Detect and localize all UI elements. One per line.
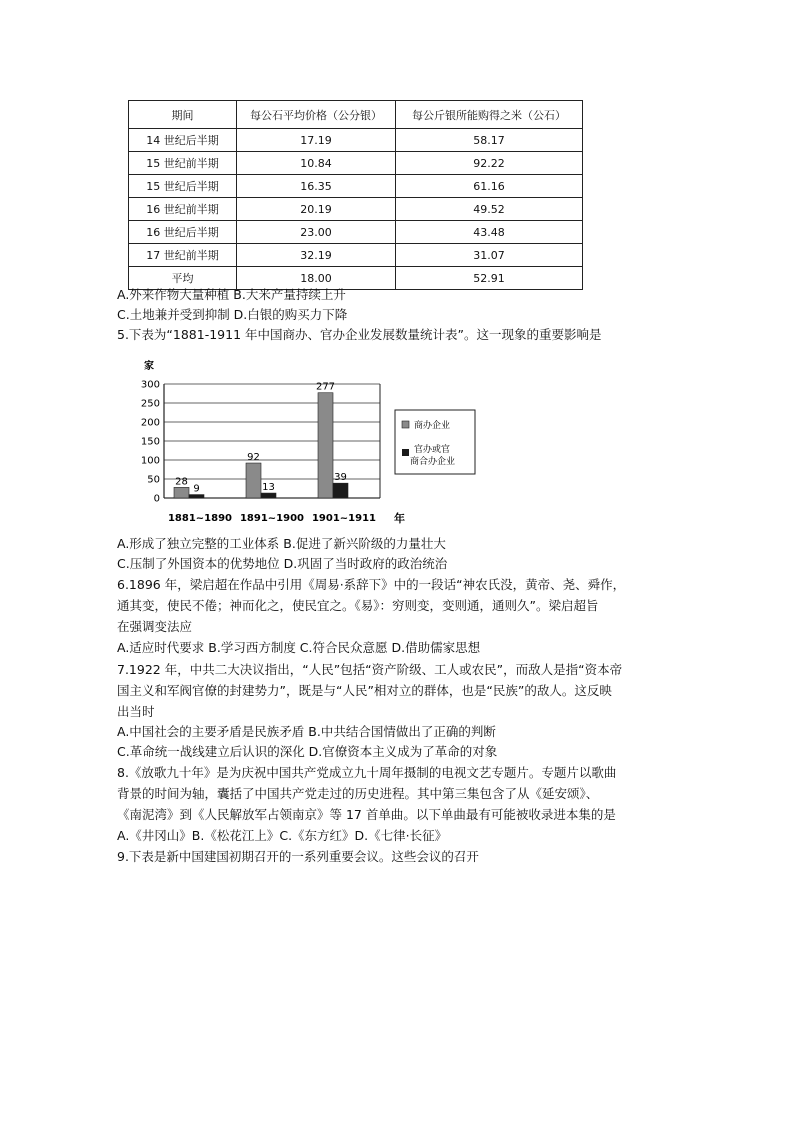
q7-options-line: A.中国社会的主要矛盾是民族矛盾 B.中共结合国情做出了正确的判断 xyxy=(117,724,496,739)
table-header-cell: 每公斤银所能购得之米（公石） xyxy=(396,101,583,129)
table-cell: 16 世纪后半期 xyxy=(129,221,237,244)
q7-options-line: C.革命统一战线建立后认识的深化 D.官僚资本主义成为了革命的对象 xyxy=(117,744,498,759)
table-header-cell: 期间 xyxy=(129,101,237,129)
q8-stem-line: 《南泥湾》到《人民解放军占领南京》等 17 首单曲。以下单曲最有可能被收录进本集的是 xyxy=(117,807,616,822)
table-row xyxy=(129,129,583,152)
bar-official xyxy=(261,493,276,498)
data-label: 92 xyxy=(247,452,260,464)
y-tick-labels xyxy=(141,380,160,505)
y-tick-label: 150 xyxy=(140,436,160,448)
chart-bars xyxy=(174,382,348,498)
table-cell: 16.35 xyxy=(237,175,396,198)
legend-label-official-line2: 商合办企业 xyxy=(410,457,456,467)
q4-options-line: C.土地兼并受到抑制 D.白银的购买力下降 xyxy=(117,307,348,322)
q6-stem-line: 6.1896 年，梁启超在作品中引用《周易·系辞下》中的一段话“神农氏没，黄帝、尧、舜作， xyxy=(117,577,626,592)
y-tick-label: 300 xyxy=(140,379,160,391)
table-cell: 15 世纪前半期 xyxy=(129,152,237,175)
table-cell: 10.84 xyxy=(237,152,396,175)
table-cell: 49.52 xyxy=(396,198,583,221)
y-axis-label: 家 xyxy=(144,361,154,372)
q6-stem-line: 在强调变法应 xyxy=(117,619,193,634)
y-tick-label: 0 xyxy=(153,493,160,505)
legend-label-private: 商办企业 xyxy=(414,421,451,431)
table-cell: 92.22 xyxy=(396,152,583,175)
table-cell: 61.16 xyxy=(396,175,583,198)
table-cell: 58.17 xyxy=(396,129,583,152)
bar-official xyxy=(189,495,204,498)
q5-stem: 5.下表为“1881-1911 年中国商办、官办企业发展数量统计表”。这一现象的重要影响是 xyxy=(117,327,602,342)
table-row xyxy=(129,175,583,198)
chart-grid xyxy=(164,381,380,498)
x-tick-label: 1901~1911 xyxy=(311,513,377,524)
y-tick-label: 50 xyxy=(147,474,160,486)
table-cell: 31.07 xyxy=(396,244,583,267)
q4-options-line: A.外来作物大量种植 B.大米产量持续上升 xyxy=(117,287,346,302)
q8-stem-line: 8.《放歌九十年》是为庆祝中国共产党成立九十周年摄制的电视文艺专题片。专题片以歌曲 xyxy=(117,765,617,780)
table-cell: 14 世纪后半期 xyxy=(129,129,237,152)
table-cell: 16 世纪前半期 xyxy=(129,198,237,221)
table-cell: 17 世纪前半期 xyxy=(129,244,237,267)
table-cell: 32.19 xyxy=(237,244,396,267)
q8-options-line: A.《井冈山》B.《松花江上》C.《东方红》D.《七律·长征》 xyxy=(117,828,448,843)
legend-label-official-line1: 官办或官 xyxy=(414,445,451,455)
table-cell: 15 世纪后半期 xyxy=(129,175,237,198)
x-tick-label: 1891~1900 xyxy=(239,513,305,524)
y-tick-label: 200 xyxy=(140,417,160,429)
bar-private xyxy=(246,463,261,498)
q9-stem: 9.下表是新中国建国初期召开的一系列重要会议。这些会议的召开 xyxy=(117,849,479,864)
table-cell: 平均 xyxy=(129,267,237,290)
q6-stem-line: 通其变，使民不倦；神而化之，使民宜之。《易》：穷则变，变则通，通则久”。梁启超旨 xyxy=(117,598,599,613)
legend-swatch-private xyxy=(402,421,409,428)
table-cell: 18.00 xyxy=(237,267,396,290)
rice-price-table xyxy=(128,100,583,290)
table-row xyxy=(129,152,583,175)
table-cell: 43.48 xyxy=(396,221,583,244)
q7-stem-line: 出当时 xyxy=(117,704,155,719)
table-cell: 23.00 xyxy=(237,221,396,244)
data-label: 9 xyxy=(193,483,200,495)
bar-official xyxy=(333,483,348,498)
chart-legend xyxy=(395,410,475,474)
table-cell: 20.19 xyxy=(237,198,396,221)
table-row xyxy=(129,244,583,267)
table-cell: 52.91 xyxy=(396,267,583,290)
q8-stem-line: 背景的时间为轴，囊括了中国共产党走过的历史进程。其中第三集包含了从《延安颂》、 xyxy=(117,786,599,801)
data-label: 39 xyxy=(334,472,347,484)
y-tick-label: 100 xyxy=(140,455,160,467)
q6-options-line: A.适应时代要求 B.学习西方制度 C.符合民众意愿 D.借助儒家思想 xyxy=(117,640,481,655)
data-label: 28 xyxy=(175,476,188,488)
x-tick-labels xyxy=(168,513,376,524)
x-tick-label: 1881~1890 xyxy=(167,513,233,524)
legend-swatch-official xyxy=(402,449,409,456)
y-tick-label: 250 xyxy=(140,398,160,410)
data-label: 277 xyxy=(315,381,336,393)
q5-options-line: C.压制了外国资本的优势地位 D.巩固了当时政府的政治统治 xyxy=(117,556,448,571)
table-header-row xyxy=(129,101,583,129)
data-label: 13 xyxy=(262,482,275,494)
table-cell: 17.19 xyxy=(237,129,396,152)
table-header-cell: 每公石平均价格（公分银） xyxy=(237,101,396,129)
q5-options-line: A.形成了独立完整的工业体系 B.促进了新兴阶级的力量壮大 xyxy=(117,536,446,551)
q7-stem-line: 7.1922 年，中共二大决议指出，“人民”包括“资产阶级、工人或农民”，而敌人是指“资本帝 xyxy=(117,662,623,677)
table-row xyxy=(129,198,583,221)
bar-private xyxy=(174,487,189,498)
table-row xyxy=(129,221,583,244)
bar-private xyxy=(318,393,333,498)
x-axis-label: 年 xyxy=(394,512,405,525)
q7-stem-line: 国主义和军阀官僚的封建势力”，既是与“人民”相对立的群体，也是“民族”的敌人。这反映 xyxy=(117,683,612,698)
enterprise-bar-chart xyxy=(130,358,490,528)
